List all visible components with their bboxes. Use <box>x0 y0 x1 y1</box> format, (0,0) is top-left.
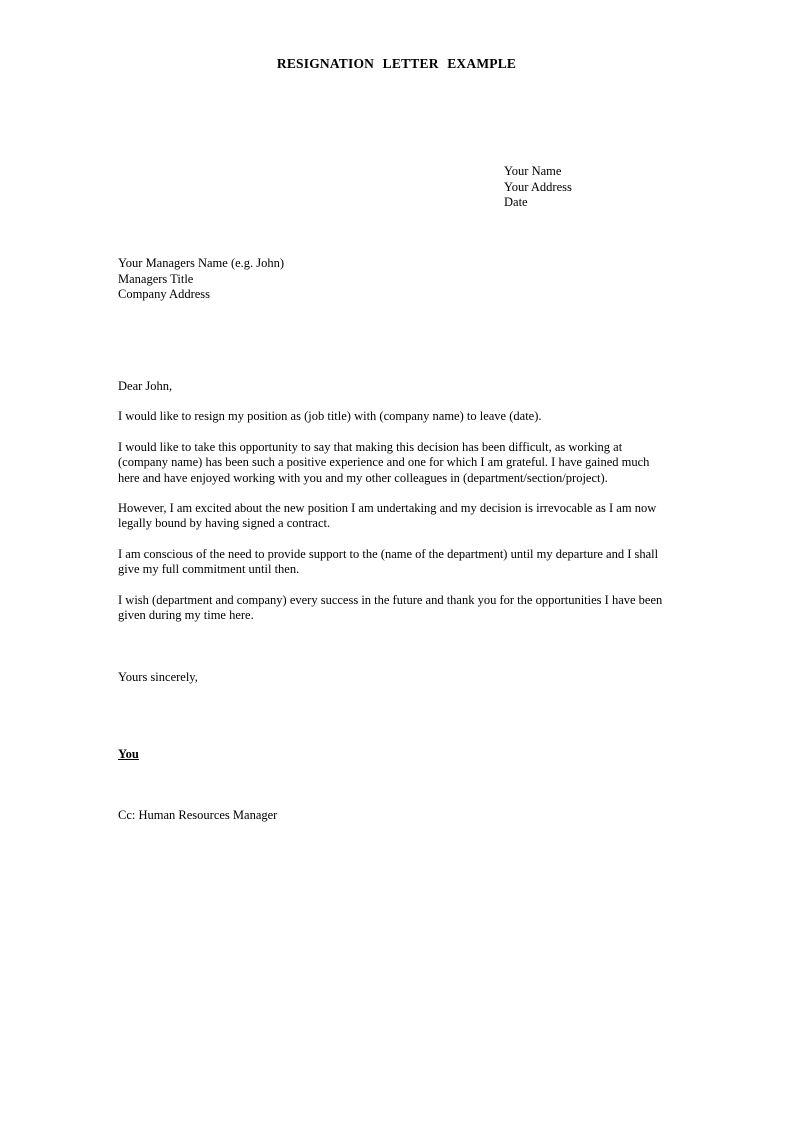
closing-salutation: Yours sincerely, <box>118 670 198 684</box>
page-title: RESIGNATION LETTER EXAMPLE <box>276 56 517 71</box>
sender-address-block <box>504 164 572 211</box>
signature-name: You <box>118 747 139 761</box>
body-paragraph-2: I would like to take this opportunity to say that making this decision has been difficult, as working at (company name) has been such a positive experience and one for which I am grateful. I have gained much here and have enjoyed working with you and my other colleagues in (department/section/project). <box>118 439 650 485</box>
body-paragraph-5: I wish (department and company) every success in the future and thank you for the opportunities I have been given during my time here. <box>118 592 663 623</box>
sender-name: Your Name <box>504 164 562 178</box>
recipient-title: Managers Title <box>118 271 194 286</box>
recipient-name: Your Managers Name (e.g. John) <box>118 256 285 270</box>
letter-body <box>118 379 674 623</box>
sender-date: Date <box>504 195 528 210</box>
body-paragraph-4: I am conscious of the need to provide support to the (name of the department) until my departure and I shall give my full commitment until then. <box>118 546 659 577</box>
recipient-address-block <box>118 256 284 303</box>
body-paragraph-1: I would like to resign my position as (job title) with (company name) to leave (date). <box>118 409 542 424</box>
salutation: Dear John, <box>118 379 173 393</box>
cc-recipient: Cc: Human Resources Manager <box>118 808 278 822</box>
recipient-address: Company Address <box>118 287 211 302</box>
sender-address: Your Address <box>504 179 572 194</box>
body-paragraph-3: However, I am excited about the new position I am undertaking and my decision is irrevocable as I am now legally bound by having signed a contract. <box>118 501 657 531</box>
